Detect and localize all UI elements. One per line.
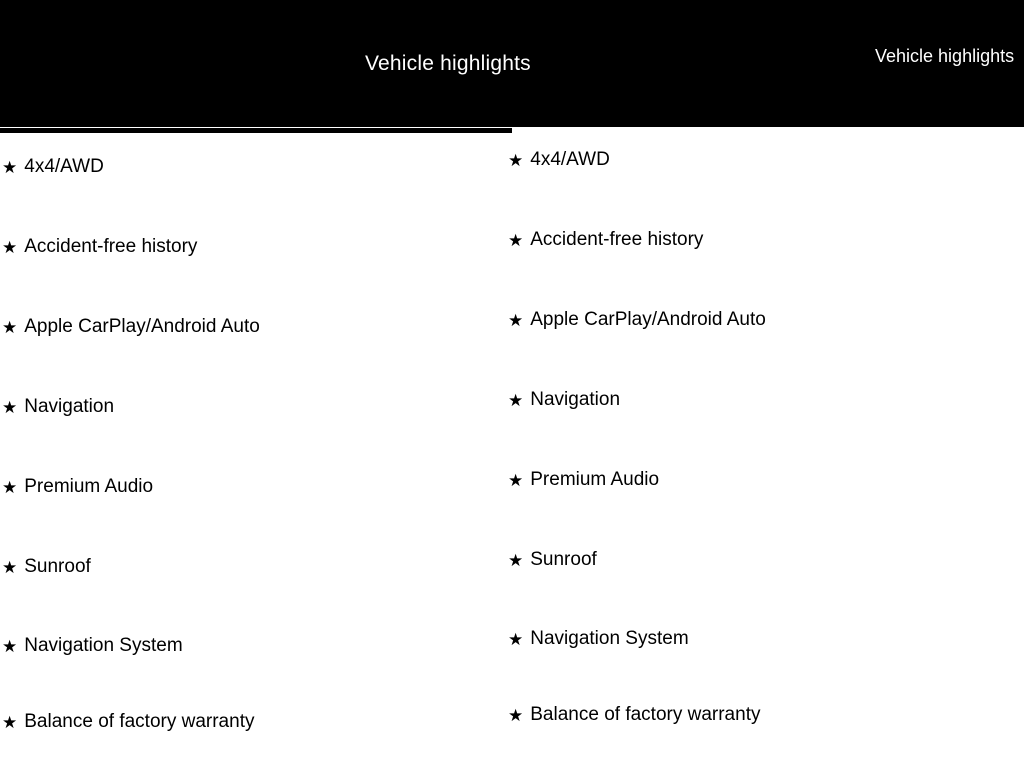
highlight-label: 4x4/AWD [530, 149, 610, 170]
star-icon: ★ [508, 470, 524, 490]
highlight-label: Sunroof [24, 556, 91, 577]
list-item [508, 469, 659, 491]
highlight-label: Navigation System [530, 628, 689, 649]
star-icon: ★ [2, 157, 18, 177]
star-icon: ★ [2, 397, 18, 417]
list-item [508, 549, 597, 571]
list-item [508, 229, 703, 251]
header-divider [0, 128, 512, 133]
list-item [508, 389, 620, 411]
list-item [2, 236, 197, 258]
star-icon: ★ [508, 390, 524, 410]
list-item [2, 476, 153, 498]
star-icon: ★ [508, 550, 524, 570]
highlight-label: Premium Audio [530, 469, 660, 490]
header-bar [0, 0, 1024, 127]
highlight-label: Premium Audio [24, 476, 154, 497]
highlight-label: Apple CarPlay/Android Auto [24, 316, 260, 337]
star-icon: ★ [2, 477, 18, 497]
list-item [2, 396, 114, 418]
star-icon: ★ [2, 237, 18, 257]
list-item [508, 628, 689, 650]
star-icon: ★ [508, 230, 524, 250]
list-item [2, 635, 183, 657]
highlight-label: Apple CarPlay/Android Auto [530, 309, 766, 330]
highlight-label: 4x4/AWD [24, 156, 104, 177]
highlight-label: Accident-free history [24, 236, 198, 257]
list-item [508, 149, 610, 171]
page-title-secondary: Vehicle highlights [875, 46, 1015, 66]
list-item [2, 711, 254, 733]
list-item [508, 309, 766, 331]
star-icon: ★ [508, 629, 524, 649]
highlight-label: Accident-free history [530, 229, 704, 250]
star-icon: ★ [2, 557, 18, 577]
page-title: Vehicle highlights [365, 52, 531, 75]
list-item [508, 704, 760, 726]
highlight-label: Navigation [24, 396, 115, 417]
highlight-label: Sunroof [530, 549, 597, 570]
highlight-label: Balance of factory warranty [24, 711, 255, 732]
list-item [2, 556, 91, 578]
list-item [2, 156, 104, 178]
star-icon: ★ [508, 310, 524, 330]
highlight-label: Navigation System [24, 635, 183, 656]
star-icon: ★ [2, 712, 18, 732]
star-icon: ★ [2, 636, 18, 656]
highlight-label: Balance of factory warranty [530, 704, 761, 725]
highlight-label: Navigation [530, 389, 621, 410]
star-icon: ★ [508, 705, 524, 725]
list-item [2, 316, 260, 338]
star-icon: ★ [508, 150, 524, 170]
star-icon: ★ [2, 317, 18, 337]
